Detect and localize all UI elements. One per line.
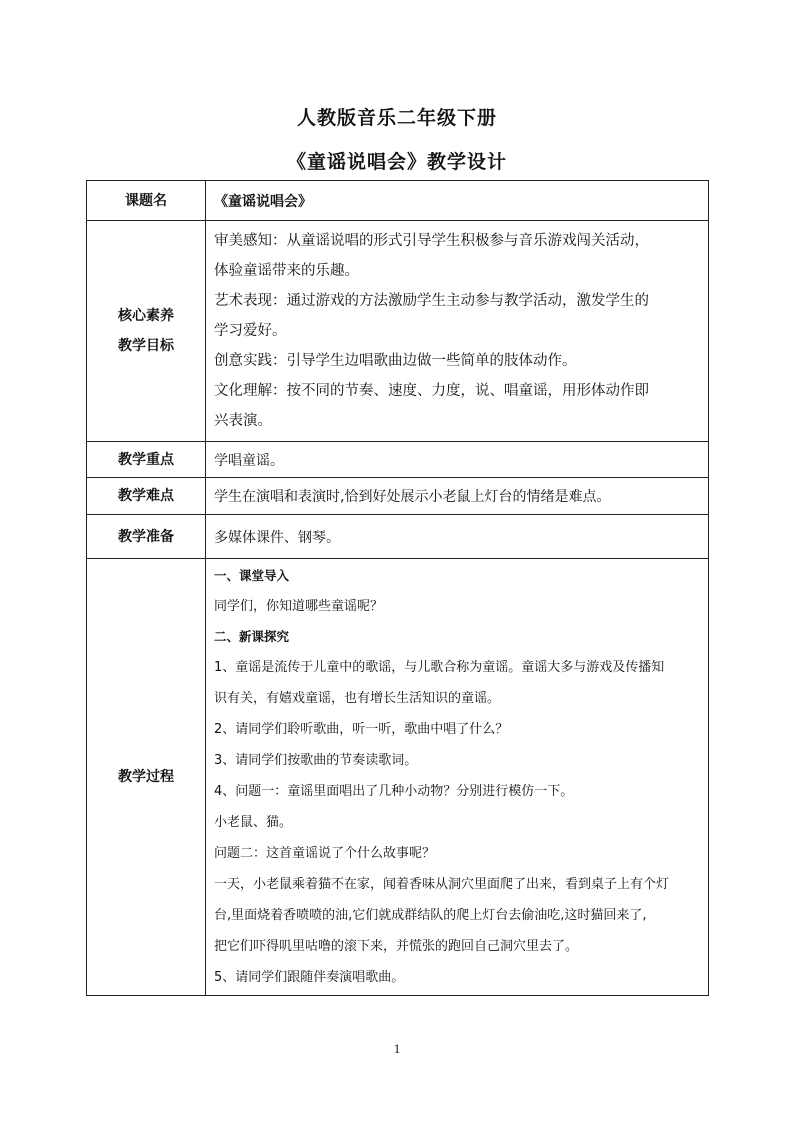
topic-value: 《童谣说唱会》 <box>214 193 312 210</box>
table-row-goals <box>87 221 709 442</box>
preparation-label: 教学准备 <box>87 515 206 559</box>
process-line: 一天，小老鼠乘着猫不在家，闻着香味从洞穴里面爬了出来，看到桌子上有个灯 <box>214 877 670 892</box>
goals-content-cell <box>206 221 709 442</box>
process-line: 小老鼠、猫。 <box>214 815 293 830</box>
process-section2-title: 二、新课探究 <box>214 629 290 644</box>
difficulty-value: 学生在演唱和表演时,恰到好处展示小老鼠上灯台的情绪是难点。 <box>206 478 709 515</box>
process-line: 把它们吓得叽里咕噜的滚下来，并慌张的跑回自己洞穴里去了。 <box>214 939 579 954</box>
table-row-topic <box>87 181 709 221</box>
difficulty-label: 教学难点 <box>87 478 206 515</box>
process-line: 问题二：这首童谣说了个什么故事呢？ <box>214 846 436 861</box>
topic-label: 课题名 <box>87 181 206 221</box>
goals-label-line2: 教学目标 <box>118 338 174 354</box>
goal-line: 审美感知：从童谣说唱的形式引导学生积极参与音乐游戏闯关活动， <box>214 233 649 249</box>
document-title-line2: 《童谣说唱会》教学设计 <box>286 151 507 173</box>
document-title-line1: 人教版音乐二年级下册 <box>296 107 497 129</box>
goals-label-line1: 核心素养 <box>118 308 174 324</box>
key-point-label: 教学重点 <box>87 442 206 478</box>
goal-line: 文化理解：按不同的节奏、速度、力度，说、唱童谣，用形体动作即 <box>214 383 649 399</box>
table-row-preparation <box>87 515 709 559</box>
page-number: 1 <box>393 1041 401 1056</box>
process-line: 1、童谣是流传于儿童中的歌谣，与儿歌合称为童谣。童谣大多与游戏及传播知 <box>214 660 665 675</box>
goal-line: 创意实践：引导学生边唱歌曲边做一些简单的肢体动作。 <box>214 353 577 369</box>
topic-value-cell <box>206 181 709 221</box>
key-point-value: 学唱童谣。 <box>206 442 709 478</box>
lesson-plan-table <box>86 180 709 996</box>
table-row-process <box>87 559 709 996</box>
process-line: 同学们，你知道哪些童谣呢？ <box>214 599 384 614</box>
process-line: 台,里面烧着香喷喷的油,它们就成群结队的爬上灯台去偷油吃,这时猫回来了, <box>214 908 647 923</box>
process-label: 教学过程 <box>87 559 206 996</box>
process-line: 3、请同学们按歌曲的节奏读歌词。 <box>214 753 418 768</box>
preparation-value: 多媒体课件、钢琴。 <box>206 515 709 559</box>
goals-label-cell <box>87 221 206 442</box>
process-section1-title: 一、课堂导入 <box>214 568 290 583</box>
process-line: 4、问题一：童谣里面唱出了几种小动物？分别进行模仿一下。 <box>214 784 574 799</box>
table-row-key-point <box>87 442 709 478</box>
goal-line: 艺术表现：通过游戏的方法激励学生主动参与教学活动，激发学生的 <box>214 293 649 309</box>
process-line: 2、请同学们聆听歌曲，听一听，歌曲中唱了什么？ <box>214 722 509 737</box>
goal-line: 兴表演。 <box>214 413 272 429</box>
goal-line: 学习爱好。 <box>214 323 287 339</box>
process-line: 5、请同学们跟随伴奏演唱歌曲。 <box>214 970 405 985</box>
goal-line: 体验童谣带来的乐趣。 <box>214 263 359 279</box>
table-row-difficulty <box>87 478 709 515</box>
process-content-cell <box>206 559 709 996</box>
process-line: 识有关，有嬉戏童谣，也有增长生活知识的童谣。 <box>214 691 501 706</box>
